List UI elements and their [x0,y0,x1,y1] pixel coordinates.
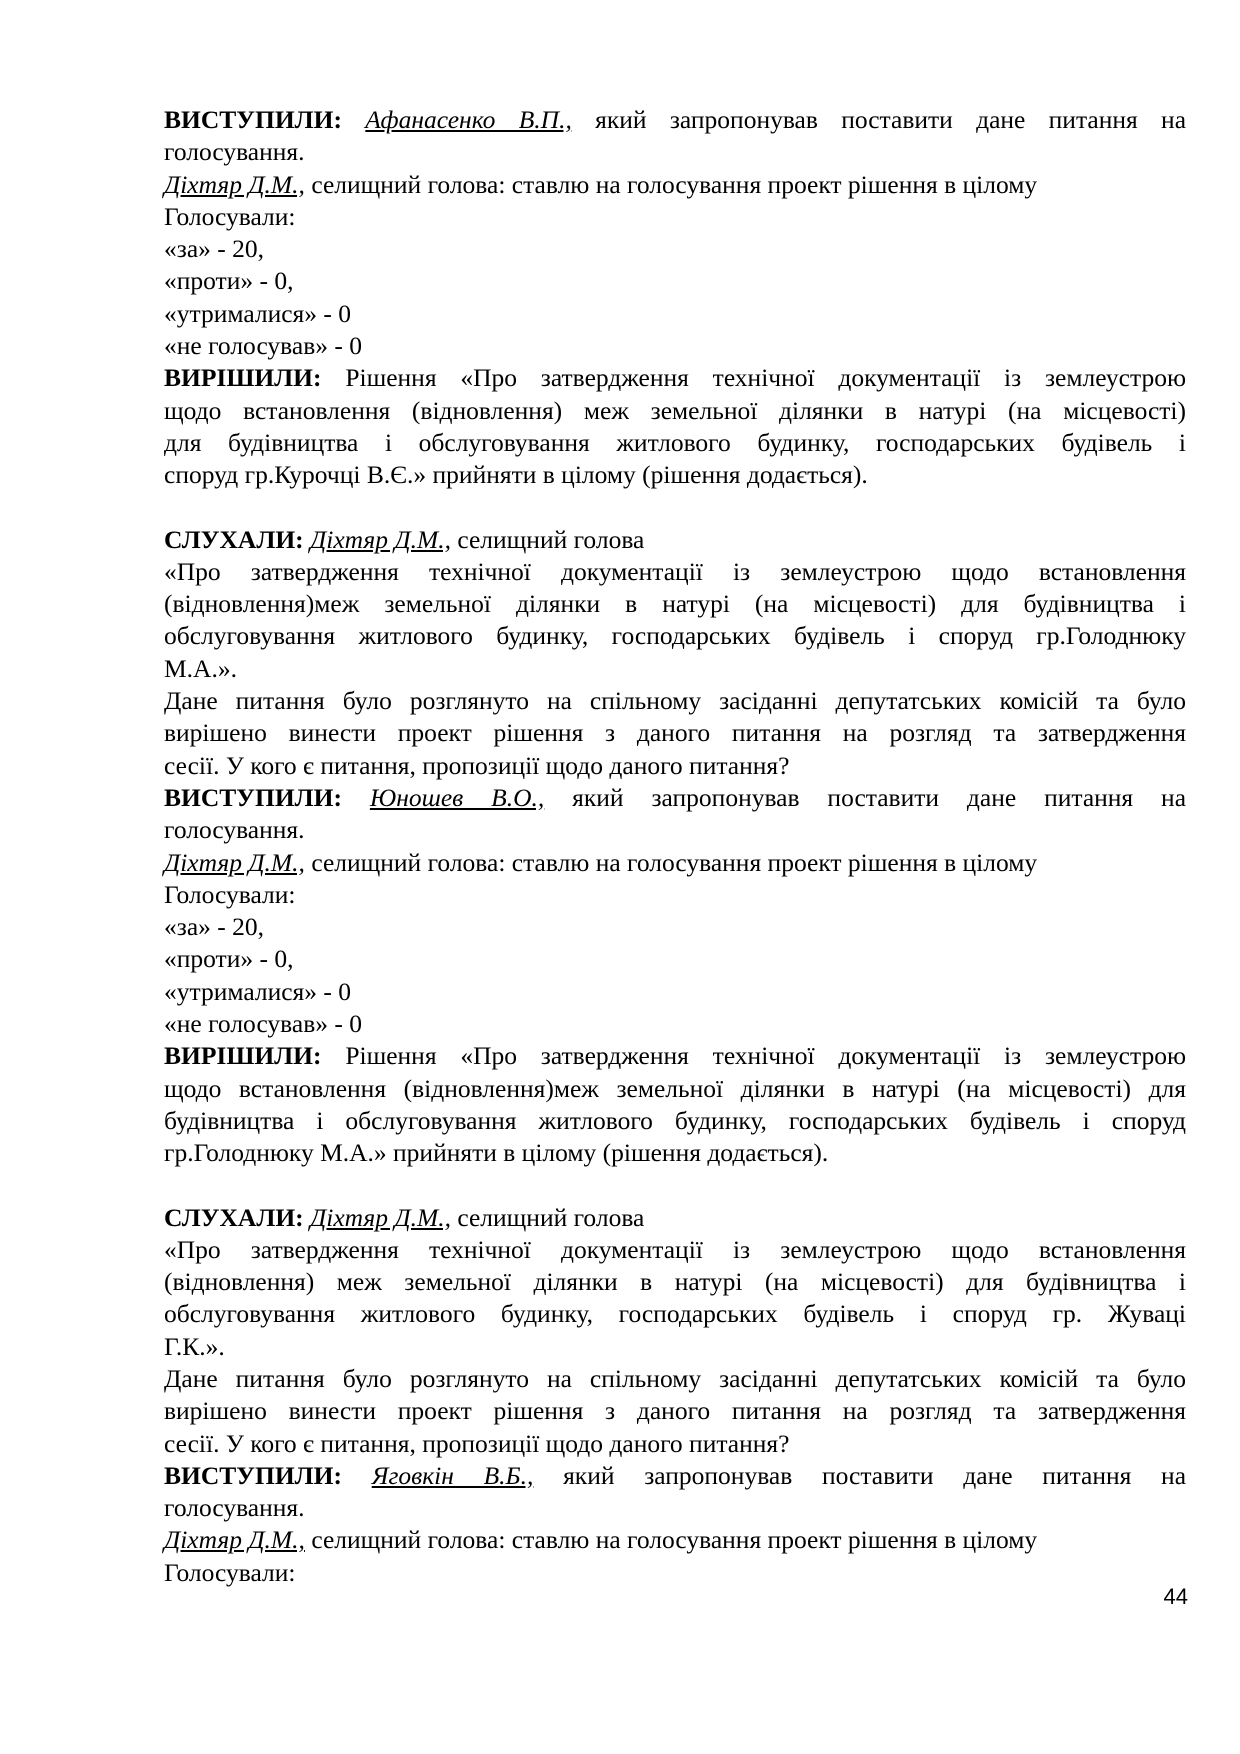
vote-for: «за» - 20, [164,234,265,264]
section-label-sluhaly: СЛУХАЛИ: [164,1202,304,1232]
speaker-name: Юношев В.О., [369,782,545,812]
voting-heading: Голосували: [164,879,296,909]
chair-line [164,169,1186,201]
text-line: споруд гр.Курочці В.Є.» прийняти в цілому (рішення додається). [164,460,868,490]
text-line: М.А.». [164,653,237,683]
text-run: Рішення «Про затвердження технічної документації із землеустрою [345,363,1186,393]
text-line: «Про затвердження технічної документації із землеустрою щодо встановлення [164,1234,1186,1264]
section-label-vyrishyly: ВИРІШИЛИ: [164,363,322,393]
vote-abstained: «утрималися» - 0 [164,298,352,328]
speaker-name: Діхтяр Д.М., [164,847,305,877]
text-line: сесії. У кого є питання, пропозиції щодо даного питання? [164,1428,790,1458]
speaker-name: Діхтяр Д.М., [164,1525,305,1555]
text-run: який запропонував поставити дане питання на [595,105,1187,134]
chair-line [164,847,1186,879]
decision-line [164,362,1186,394]
text-line: (відновлення)меж земельної ділянки в натурі (на місцевості) для будівництва і [164,589,1186,619]
text-run: Рішення «Про затвердження технічної документації із землеустрою [345,1041,1186,1071]
speaker-name: Діхтяр Д.М., [310,524,451,554]
speaker-name: Афанасенко В.П., [365,105,572,134]
decision-line [164,1040,1186,1072]
vote-not-voted: «не голосував» - 0 [164,331,362,361]
paragraph-spacer [164,492,1186,524]
text-run: селищний голова: ставлю на голосування проект рішення в цілому [311,1525,1038,1555]
text-run: який запропонував поставити дане питання на [563,1460,1187,1490]
text-line: голосування. [164,815,305,845]
section-label-vystupyly: ВИСТУПИЛИ: [164,105,342,134]
text-line: вирішено винести проект рішення з даного питання на розгляд та затвердження [164,718,1186,748]
section-label-vystupyly: ВИСТУПИЛИ: [164,1460,342,1490]
vote-not-voted: «не голосував» - 0 [164,1009,362,1039]
vote-abstained: «утрималися» - 0 [164,976,352,1006]
page-content [164,104,1186,1589]
text-line: гр.Голоднюку М.А.» прийняти в цілому (рішення додається). [164,1138,829,1168]
chair-line [164,1524,1186,1556]
voting-heading: Голосували: [164,201,296,231]
text-line: обслуговування житлового будинку, господарських будівель і споруд гр. Жуваці [164,1299,1186,1329]
text-line: будівництва і обслуговування житлового будинку, господарських будівель і споруд [164,1105,1186,1135]
vote-against: «проти» - 0, [164,944,294,974]
text-line: обслуговування житлового будинку, господарських будівель і споруд гр.Голоднюку [164,621,1186,651]
text-run: селищний голова: ставлю на голосування проект рішення в цілому [311,169,1038,199]
text-line: Дане питання було розглянуто на спільному засіданні депутатських комісій та було [164,686,1186,716]
section-label-vyrishyly: ВИРІШИЛИ: [164,1041,322,1071]
section-label-sluhaly: СЛУХАЛИ: [164,524,304,554]
text-line: для будівництва і обслуговування житлового будинку, господарських будівель і [164,427,1186,457]
text-run: який запропонував поставити дане питання на [572,782,1187,812]
text-run: селищний голова [457,524,645,554]
text-line: вирішено винести проект рішення з даного питання на розгляд та затвердження [164,1396,1186,1426]
speaker-name: Діхтяр Д.М., [310,1202,451,1232]
text-line: Г.К.». [164,1331,225,1361]
text-line: голосування. [164,1493,305,1523]
text-line: Дане питання було розглянуто на спільному засіданні депутатських комісій та було [164,1363,1186,1393]
text-run: селищний голова [457,1202,645,1232]
text-line: (відновлення) меж земельної ділянки в натурі (на місцевості) для будівництва і [164,1267,1186,1297]
speaker-name: Яговкін В.Б., [371,1460,534,1490]
page-number: 44 [1163,1584,1188,1609]
heard-line [164,1202,1186,1234]
vote-for: «за» - 20, [164,912,265,942]
speaker-name: Діхтяр Д.М., [164,169,305,199]
text-run: селищний голова: ставлю на голосування проект рішення в цілому [311,847,1038,877]
voting-heading: Голосували: [164,1557,296,1587]
text-line: щодо встановлення (відновлення) меж земельної ділянки в натурі (на місцевості) [164,395,1186,425]
vote-against: «проти» - 0, [164,266,294,296]
speakers-line [164,782,1186,814]
heard-line [164,524,1186,556]
section-label-vystupyly: ВИСТУПИЛИ: [164,782,342,812]
text-line: «Про затвердження технічної документації із землеустрою щодо встановлення [164,556,1186,586]
text-line: щодо встановлення (відновлення)меж земельної ділянки в натурі (на місцевості) для [164,1073,1186,1103]
text-line: сесії. У кого є питання, пропозиції щодо даного питання? [164,750,790,780]
speakers-line [164,104,1186,136]
text-line: голосування. [164,137,305,167]
paragraph-spacer [164,1170,1186,1202]
speakers-line [164,1460,1186,1492]
